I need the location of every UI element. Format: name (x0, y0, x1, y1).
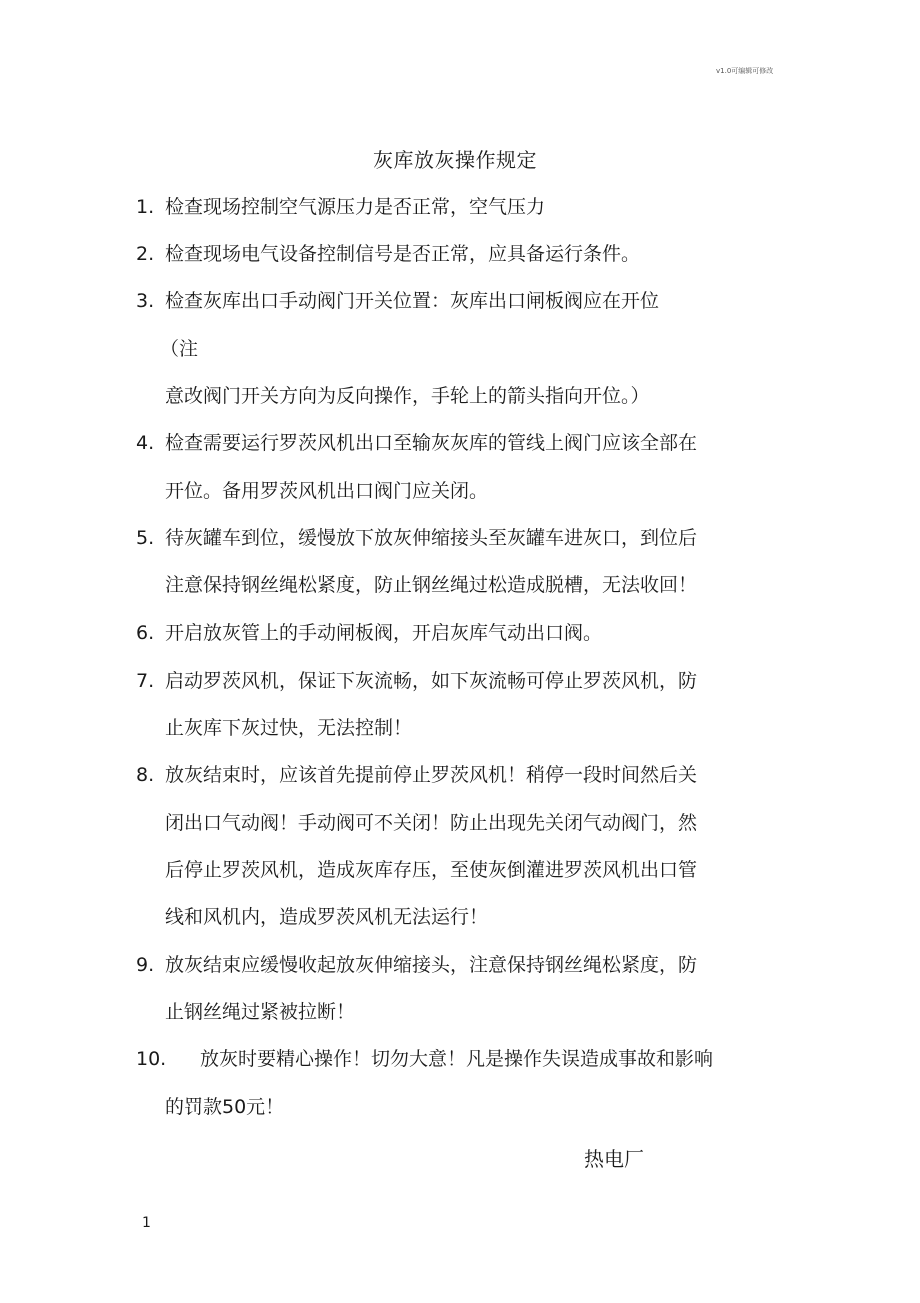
item-line: 启动罗茨风机，保证下灰流畅，如下灰流畅可停止罗茨风机，防 (165, 670, 698, 692)
page-number: 1 (142, 1215, 151, 1231)
item-number: 4. (136, 432, 155, 454)
document-title: 灰库放灰操作规定 (373, 148, 537, 172)
item-line: 闭出口气动阀！手动阀可不关闭！防止出现先关闭气动阀门，然 (165, 812, 698, 834)
item-number: 6. (136, 622, 155, 644)
item-number: 7. (136, 670, 155, 692)
version-note: v1.0可编辑可修改 (716, 67, 774, 75)
item-line: 检查需要运行罗茨风机出口至输灰灰库的管线上阀门应该全部在 (165, 432, 698, 454)
item-line: （注 (160, 338, 199, 360)
item-line: 的罚款50元！ (165, 1096, 285, 1118)
item-line: 放灰结束时，应该首先提前停止罗茨风机！稍停一段时间然后关 (165, 764, 698, 786)
item-line: 放灰时要精心操作！切勿大意！凡是操作失误造成事故和影响 (200, 1048, 714, 1070)
item-line: 检查灰库出口手动阀门开关位置：灰库出口闸板阀应在开位 (165, 290, 660, 312)
item-line: 待灰罐车到位，缓慢放下放灰伸缩接头至灰罐车进灰口，到位后 (165, 527, 698, 549)
item-number: 5. (136, 527, 155, 549)
item-line: 注意保持钢丝绳松紧度，防止钢丝绳过松造成脱槽，无法收回！ (165, 574, 698, 596)
item-number: 3. (136, 290, 155, 312)
item-line: 开启放灰管上的手动闸板阀，开启灰库气动出口阀。 (165, 622, 603, 644)
item-line: 检查现场电气设备控制信号是否正常，应具备运行条件。 (165, 243, 641, 265)
item-line: 放灰结束应缓慢收起放灰伸缩接头，注意保持钢丝绳松紧度，防 (165, 954, 698, 976)
item-line: 检查现场控制空气源压力是否正常，空气压力 (165, 196, 546, 218)
item-number: 10. (136, 1048, 167, 1070)
item-line: 开位。备用罗茨风机出口阀门应关闭。 (165, 480, 489, 502)
item-line: 止灰库下灰过快，无法控制！ (165, 717, 413, 739)
item-number: 1. (136, 196, 155, 218)
item-line: 线和风机内，造成罗茨风机无法运行！ (165, 906, 489, 928)
item-number: 9. (136, 954, 155, 976)
item-number: 2. (136, 243, 155, 265)
item-line: 后停止罗茨风机，造成灰库存压，至使灰倒灌进罗茨风机出口管 (165, 859, 698, 881)
item-number: 8. (136, 764, 155, 786)
item-line: 止钢丝绳过紧被拉断！ (165, 1001, 356, 1023)
signature: 热电厂 (584, 1147, 644, 1171)
item-line: 意改阀门开关方向为反向操作，手轮上的箭头指向开位。） (165, 385, 650, 407)
